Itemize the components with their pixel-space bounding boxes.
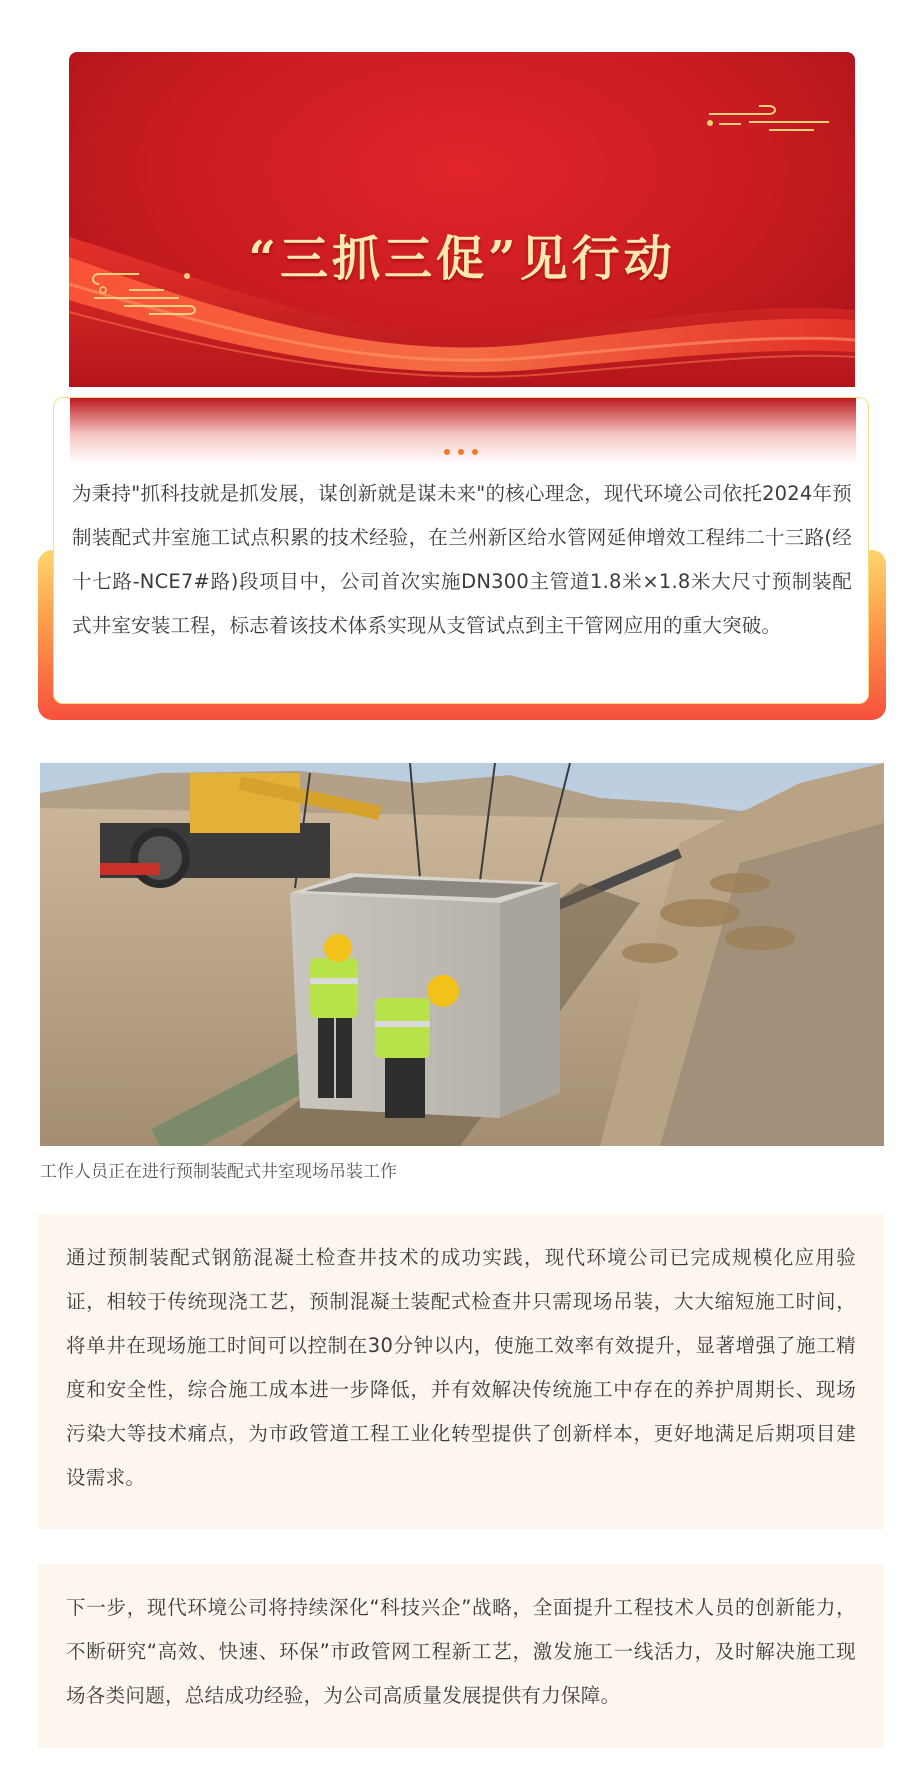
dots-divider bbox=[54, 440, 868, 459]
photo-caption: 工作人员正在进行预制装配式井室现场吊装工作 bbox=[40, 1162, 397, 1182]
header-banner bbox=[69, 52, 855, 387]
paragraph-text-1: 通过预制装配式钢筋混凝土检查井技术的成功实践，现代环境公司已完成规模化应用验证，相较于传统现浇工艺，预制混凝土装配式检查井只需现场吊装，大大缩短施工时间，将单井在现场施工时间可以控制在30分钟以内，使施工效率有效提升，显著增强了施工精度和安全性，综合施工成本进一步降低，并有效解决传统施工中存在的养护周期长、现场污染大等技术痛点，为市政管道工程工业化转型提供了创新样本，更好地满足后期项目建设需求。 bbox=[66, 1246, 856, 1489]
paragraph-block-1 bbox=[38, 1214, 884, 1529]
cloud-ornament-right bbox=[709, 106, 829, 130]
banner-title: “三抓三促”见行动 bbox=[248, 231, 676, 287]
construction-photo bbox=[40, 763, 884, 1146]
paragraph-text-2: 下一步，现代环境公司将持续深化“科技兴企”战略，全面提升工程技术人员的创新能力，不断研究“高效、快速、环保”市政管网工程新工艺，激发施工一线活力，及时解决施工现场各类问题，总结成功经验，为公司高质量发展提供有力保障。 bbox=[66, 1596, 856, 1707]
intro-card bbox=[53, 397, 869, 704]
paragraph-block-2 bbox=[38, 1564, 884, 1748]
intro-text: 为秉持"抓科技就是抓发展，谋创新就是谋未来"的核心理念，现代环境公司依托2024年预制装配式井室施工试点积累的技术经验，在兰州新区给水管网延伸增效工程纬二十三路(经十七路-NCE7#路)段项目中，公司首次实施DN300主管道1.8米×1.8米大尺寸预制装配式井室安装工程，标志着该技术体系实现从支管试点到主干管网应用的重大突破。 bbox=[72, 482, 852, 637]
